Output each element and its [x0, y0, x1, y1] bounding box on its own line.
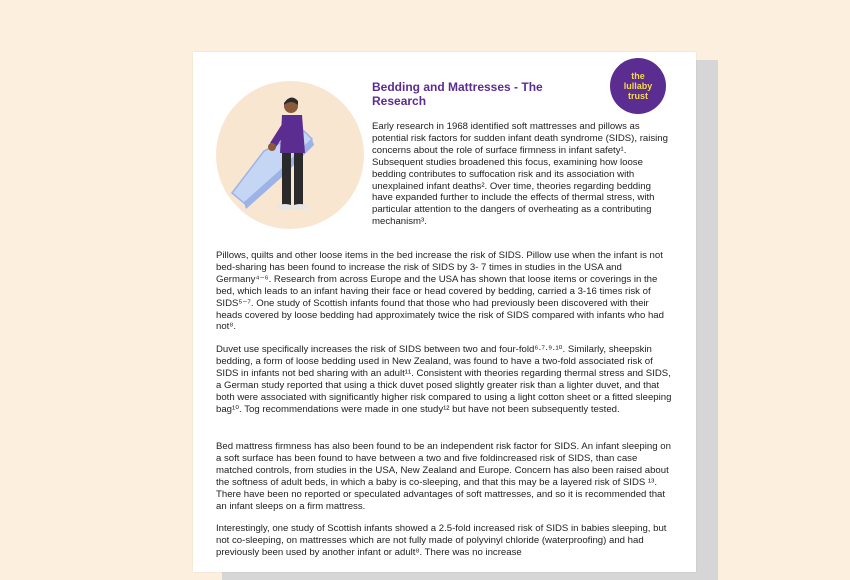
paragraph-scottish-study: Interestingly, one study of Scottish infants showed a 2.5-fold increased risk of SIDS in babies sleeping, but not co-sleeping, on mattresses which are not fully made of polyvinyl chloride (waterproofing) and had previously been used by another infant or adult⁸. There was no increase: [216, 523, 667, 558]
person-holding-mattress-illustration: [216, 81, 364, 229]
illustration-svg: [216, 81, 364, 229]
paragraph-duvet: Duvet use specifically increases the risk of SIDS between two and four-fold⁶·⁷·⁹·¹⁰. Similarly, sheepskin bedding, a form of loose bedding used in New Zealand, was found to have a two-fold associated risk of SIDS in infants not bed sharing with an adult¹¹. Consistent with theories regarding thermal stress and SIDS, a German study reported that using a thick duvet posed slightly greater risk than a lighter duvet, and that both were associated with significantly higher risk compared to using a light cotton sheet or a fitted sleeping bag¹⁰. Tog recommendations were made in one study¹² but have not been subsequently tested.: [216, 344, 672, 415]
document-page: [193, 52, 696, 572]
paragraph-pillows: Pillows, quilts and other loose items in the bed increase the risk of SIDS. Pillow use when the infant is not bed-sharing has been found to increase the risk of SIDS by 3- 7 times in studies in the USA and Germany⁴⁻⁶. Research from across Europe and the USA has shown that loose items or coverings in the bed, which leads to an infant having their face or head covered by bedding, carried a 3-16 times risk of SIDS⁵⁻⁷. One study of Scottish infants found that those who had previously been discovered with their heads covered by loose bedding had approximately twice the risk of SIDS compared with infants who had not⁸.: [216, 250, 664, 333]
logo-text: the lullaby trust: [623, 71, 653, 101]
intro-paragraph: Early research in 1968 identified soft mattresses and pillows as potential risk factors for sudden infant death syndrome (SIDS), raising concerns about the role of surface firmness in infant safety¹. Subsequent studies broadened this focus, examining how loose bedding contributes to suffocation risk and its association with unexplained infant deaths². Over time, theories regarding bedding have expanded further to include the effects of thermal stress, with particular attention to the dangers of overheating as a contributing mechanism³.: [372, 121, 668, 228]
paragraph-mattress-firmness: Bed mattress firmness has also been found to be an independent risk factor for SIDS. An infant sleeping on a soft surface has been found to have between a two and five foldincreased risk of SIDS, than case matched controls, from studies in the USA, New Zealand and Europe. Concern has also been raised about the softness of adult beds, in which a baby is co-sleeping, and that this may be a layered risk of SIDS ¹³. There have been no reported or speculated advantages of soft mattresses, and so it is recommended that an infant sleeps on a firm mattress.: [216, 441, 671, 512]
document-title: Bedding and Mattresses - The Research: [372, 80, 543, 108]
lullaby-trust-logo: [610, 58, 666, 114]
